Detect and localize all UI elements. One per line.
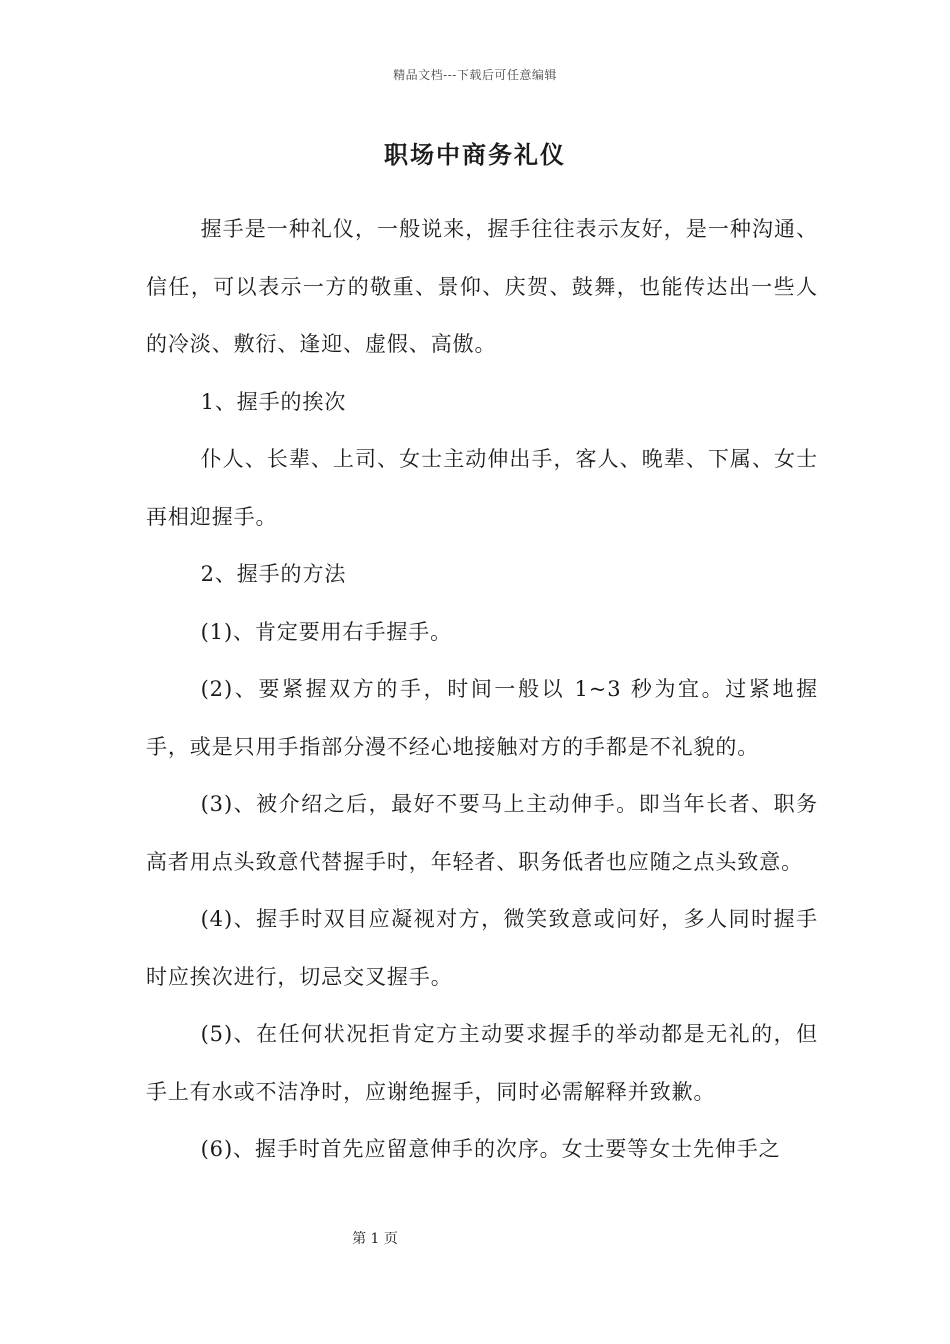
list-item: (5)、在任何状况拒肯定方主动要求握手的举动都是无礼的，但手上有水或不洁净时，应谢绝握手，同时必需解释并致歉。 <box>146 1022 818 1104</box>
header-note: 精品文档---下载后可任意编辑 <box>393 68 557 82</box>
section-heading: 2、握手的方法 <box>200 562 347 586</box>
section-heading: 1、握手的挨次 <box>200 389 347 414</box>
page-number: 第 1 页 <box>352 1231 398 1247</box>
list-item: (6)、握手时首先应留意伸手的次序。女士要等女士先伸手之 <box>200 1137 781 1161</box>
list-item: (4)、握手时双目应凝视对方，微笑致意或问好，多人同时握手时应挨次进行，切忌交叉握手。 <box>146 907 818 989</box>
document-body <box>146 201 818 1179</box>
paragraph: 仆人、长辈、上司、女士主动伸出手，客人、晚辈、下属、女士再相迎握手。 <box>146 447 818 529</box>
list-item: (1)、肯定要用右手握手。 <box>200 619 453 644</box>
page-title: 职场中商务礼仪 <box>384 140 566 169</box>
paragraph: 握手是一种礼仪，一般说来，握手往往表示友好，是一种沟通、信任，可以表示一方的敬重、景仰、庆贺、鼓舞，也能传达出一些人的冷淡、敷衍、逢迎、虚假、高傲。 <box>146 217 818 356</box>
list-item: (3)、被介绍之后，最好不要马上主动伸手。即当年长者、职务高者用点头致意代替握手时，年轻者、职务低者也应随之点头致意。 <box>146 792 818 874</box>
list-item: (2)、要紧握双方的手，时间一般以 1~3 秒为宜。过紧地握手，或是只用手指部分漫不经心地接触对方的手都是不礼貌的。 <box>146 677 818 759</box>
